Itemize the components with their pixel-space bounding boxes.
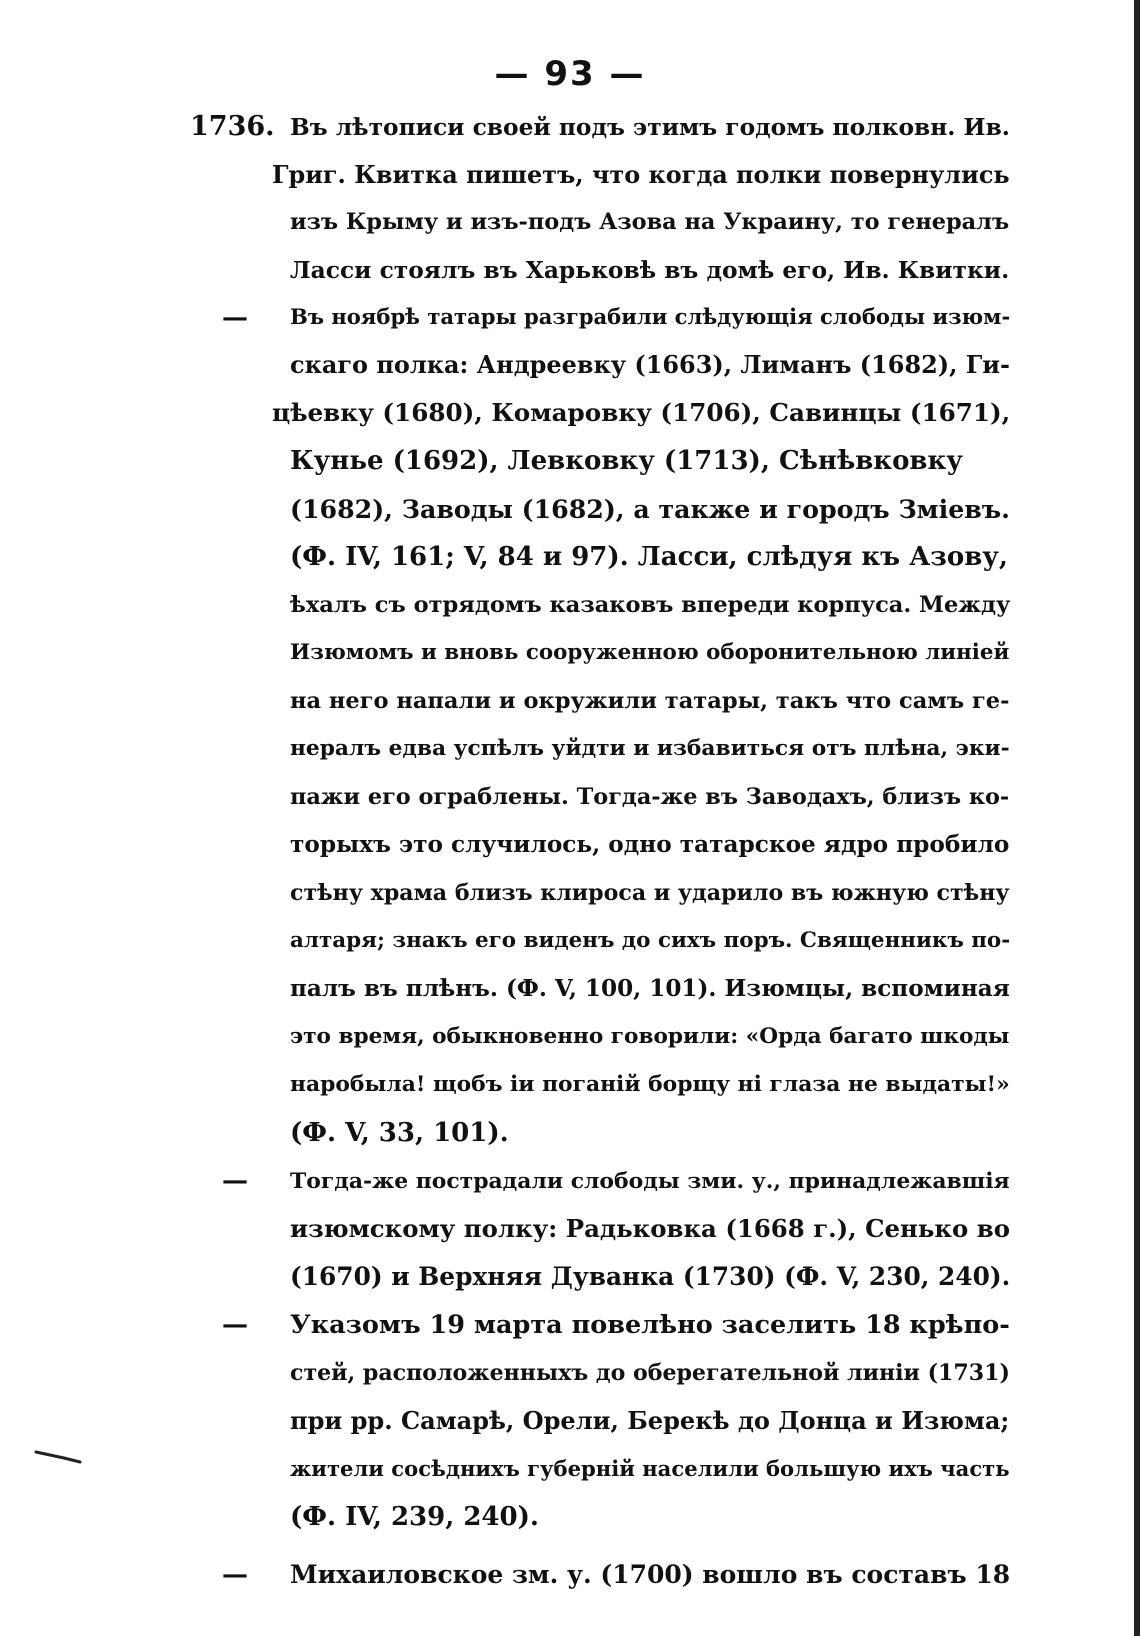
text-line: Михаиловское зм. у. (1700) вошло въ составъ 18 (290, 1560, 1011, 1589)
text-line: (1682), Заводы (1682), а также и городъ Зміевъ. (290, 494, 1010, 524)
section-dash: — (222, 1166, 248, 1196)
text-line: это время, обыкновенно говорили: «Орда багато шкоды (290, 1024, 1010, 1049)
text-line: Изюмомъ и вновь сооруженною оборонительною линіей (290, 640, 1010, 665)
section-dash: — (222, 303, 248, 333)
text-line: на него напали и окружили татары, такъ что самъ ге- (290, 688, 1010, 714)
text-line: жители сосѣднихъ губерній населили большую ихъ часть (290, 1456, 1010, 1481)
text-line: изюмскому полку: Радьковка (1668 г.), Сенько во (290, 1214, 1010, 1243)
text-line: стѣну храма близъ клироса и ударило въ южную стѣну (290, 880, 1010, 906)
ink-stroke-mark (34, 1448, 84, 1464)
text-line: при рр. Самарѣ, Орели, Берекѣ до Донца и Изюма; (290, 1406, 1010, 1435)
text-line: (Ф. IV, 161; V, 84 и 97). Ласси, слѣдуя къ Азову, (290, 542, 1008, 572)
text-line: (1670) и Верхняя Дуванка (1730) (Ф. V, 230, 240). (290, 1262, 1011, 1291)
text-line: цѣевку (1680), Комаровку (1706), Савинцы (1671), (272, 398, 1011, 427)
text-line: Въ ноябрѣ татары разграбили слѣдующія слободы изюм- (290, 304, 1011, 329)
text-line: ѣхалъ съ отрядомъ казаковъ впереди корпуса. Между (290, 592, 1011, 618)
text-line: торыхъ это случилось, одно татарское ядро пробило (290, 831, 1010, 858)
text-line: палъ въ плѣнъ. (Ф. V, 100, 101). Изюмцы, вспоминая (290, 975, 1010, 1002)
text-line: Въ лѣтописи своей подъ этимъ годомъ полковн. Ив. (290, 113, 1010, 141)
text-line: Ласси стоялъ въ Харьковѣ въ домѣ его, Ив. Квитки. (290, 256, 1010, 284)
text-line: скаго полка: Андреевку (1663), Лиманъ (1682), Ги- (290, 351, 1010, 379)
section-dash: — (222, 1560, 248, 1590)
text-line: Указомъ 19 марта повелѣно заселить 18 крѣпо- (290, 1310, 1010, 1340)
text-line: изъ Крыму и изъ-подъ Азова на Украину, то генералъ (290, 209, 1010, 235)
text-line: нералъ едва успѣлъ уйдти и избавиться отъ плѣна, эки- (290, 736, 1010, 761)
text-line: алтаря; знакъ его виденъ до сихъ поръ. Священникъ по- (290, 928, 1011, 953)
text-line: Тогда-же пострадали слободы зми. у., принадлежавшія (290, 1168, 1010, 1194)
page-number: — 93 — (494, 54, 646, 94)
entry-year: 1736. (190, 111, 275, 142)
page-edge (1134, 0, 1140, 1636)
text-line: (Ф. IV, 239, 240). (290, 1502, 539, 1532)
text-line: (Ф. V, 33, 101). (290, 1118, 509, 1148)
text-line: Григ. Квитка пишетъ, что когда полки повернулись (272, 161, 1010, 189)
text-line: стей, расположенныхъ до оберегательной линіи (1731) (290, 1360, 1010, 1386)
text-line: наробыла! щобъ іи поганій борщу ні глаза не выдаты!» (290, 1072, 1010, 1097)
text-line: пажи его ограблены. Тогда-же въ Заводахъ, близъ ко- (290, 784, 1010, 810)
section-dash: — (222, 1310, 248, 1340)
text-line: Кунье (1692), Левковку (1713), Сѣнѣвковку (290, 446, 963, 476)
